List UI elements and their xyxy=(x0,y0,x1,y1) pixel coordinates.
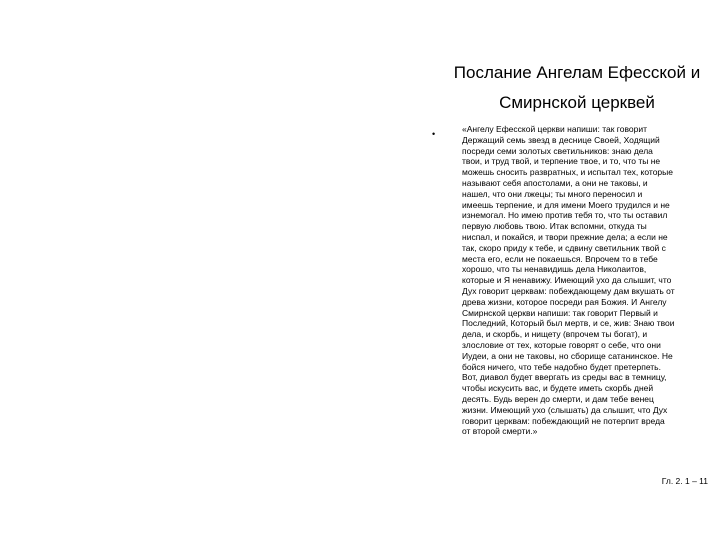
text-line: десять. Будь верен до смерти, и дам тебе венец xyxy=(462,393,654,404)
text-line: «Ангелу Ефесской церкви напиши: так говорит xyxy=(462,124,647,134)
text-line: называют себя апостолами, а они не таковы, и xyxy=(462,177,648,188)
text-line: нашел, что они лжецы; ты много переносил и xyxy=(462,188,643,199)
text-line: жизни. Имеющий ухо (слышать) да слышит, что Дух xyxy=(462,404,668,415)
text-line: Дух говорит церквам: побеждающему дам вкушать от xyxy=(462,285,675,296)
text-line: дела, и скорбь, и нищету (впрочем ты богат), и xyxy=(462,329,648,340)
text-line: бойся ничего, что тебе надобно будет претерпеть. xyxy=(462,361,661,372)
text-line: чтобы искусить вас, и будете иметь скорбь дней xyxy=(462,383,654,394)
citation: Гл. 2. 1 – 11 xyxy=(661,476,708,486)
text-line: Держащий семь звезд в деснице Своей, Ходящий xyxy=(462,134,660,145)
text-line: говорит церквам: побеждающий не потерпит вреда xyxy=(462,415,665,426)
title-line-2: Смирнской церквей xyxy=(499,93,655,112)
text-line: посреди семи золотых светильников: знаю дела xyxy=(462,145,653,156)
text-line: Последний, Который был мертв, и се, жив: Знаю твои xyxy=(462,318,675,329)
title-line-1: Послание Ангелам Ефесской и xyxy=(453,63,701,82)
text-line: Смирнской церкви напиши: так говорит Первый и xyxy=(462,307,658,318)
text-line: можешь сносить развратных, и испытал тех, которые xyxy=(462,167,673,178)
text-line: которые и Я ненавижу. Имеющий ухо да слышит, что xyxy=(462,275,672,286)
text-line: от второй смерти.» xyxy=(462,426,538,437)
slide-title xyxy=(432,58,720,118)
text-line: злословие от тех, которые говорят о себе, что они xyxy=(462,339,661,350)
text-line: Иудеи, а они не таковы, но сборище сатанинское. Не xyxy=(462,350,673,361)
text-line: древа жизни, которое посреди рая Божия. И Ангелу xyxy=(462,296,667,307)
text-line: хорошо, что ты ненавидишь дела Николаитов, xyxy=(462,264,647,275)
text-line: твои, и труд твой, и терпение твое, и то, что ты не xyxy=(462,156,661,167)
text-line: ниспал, и покайся, и твори прежние дела; а если не xyxy=(462,231,668,242)
scripture-text xyxy=(462,124,720,437)
text-line: имеешь терпение, и для имени Моего трудился и не xyxy=(462,199,670,210)
text-line: Вот, диавол будет ввергать из среды вас в темницу, xyxy=(462,372,667,383)
text-line: первую любовь твою. Итак вспомни, откуда ты xyxy=(462,221,647,232)
text-line: так, скоро приду к тебе, и сдвину светильник твой с xyxy=(462,242,666,253)
text-line: изнемогал. Но имею против тебя то, что ты оставил xyxy=(462,210,668,221)
bullet-marker: • xyxy=(432,129,436,139)
text-line: места его, если не покаешься. Впрочем то в тебе xyxy=(462,253,658,264)
